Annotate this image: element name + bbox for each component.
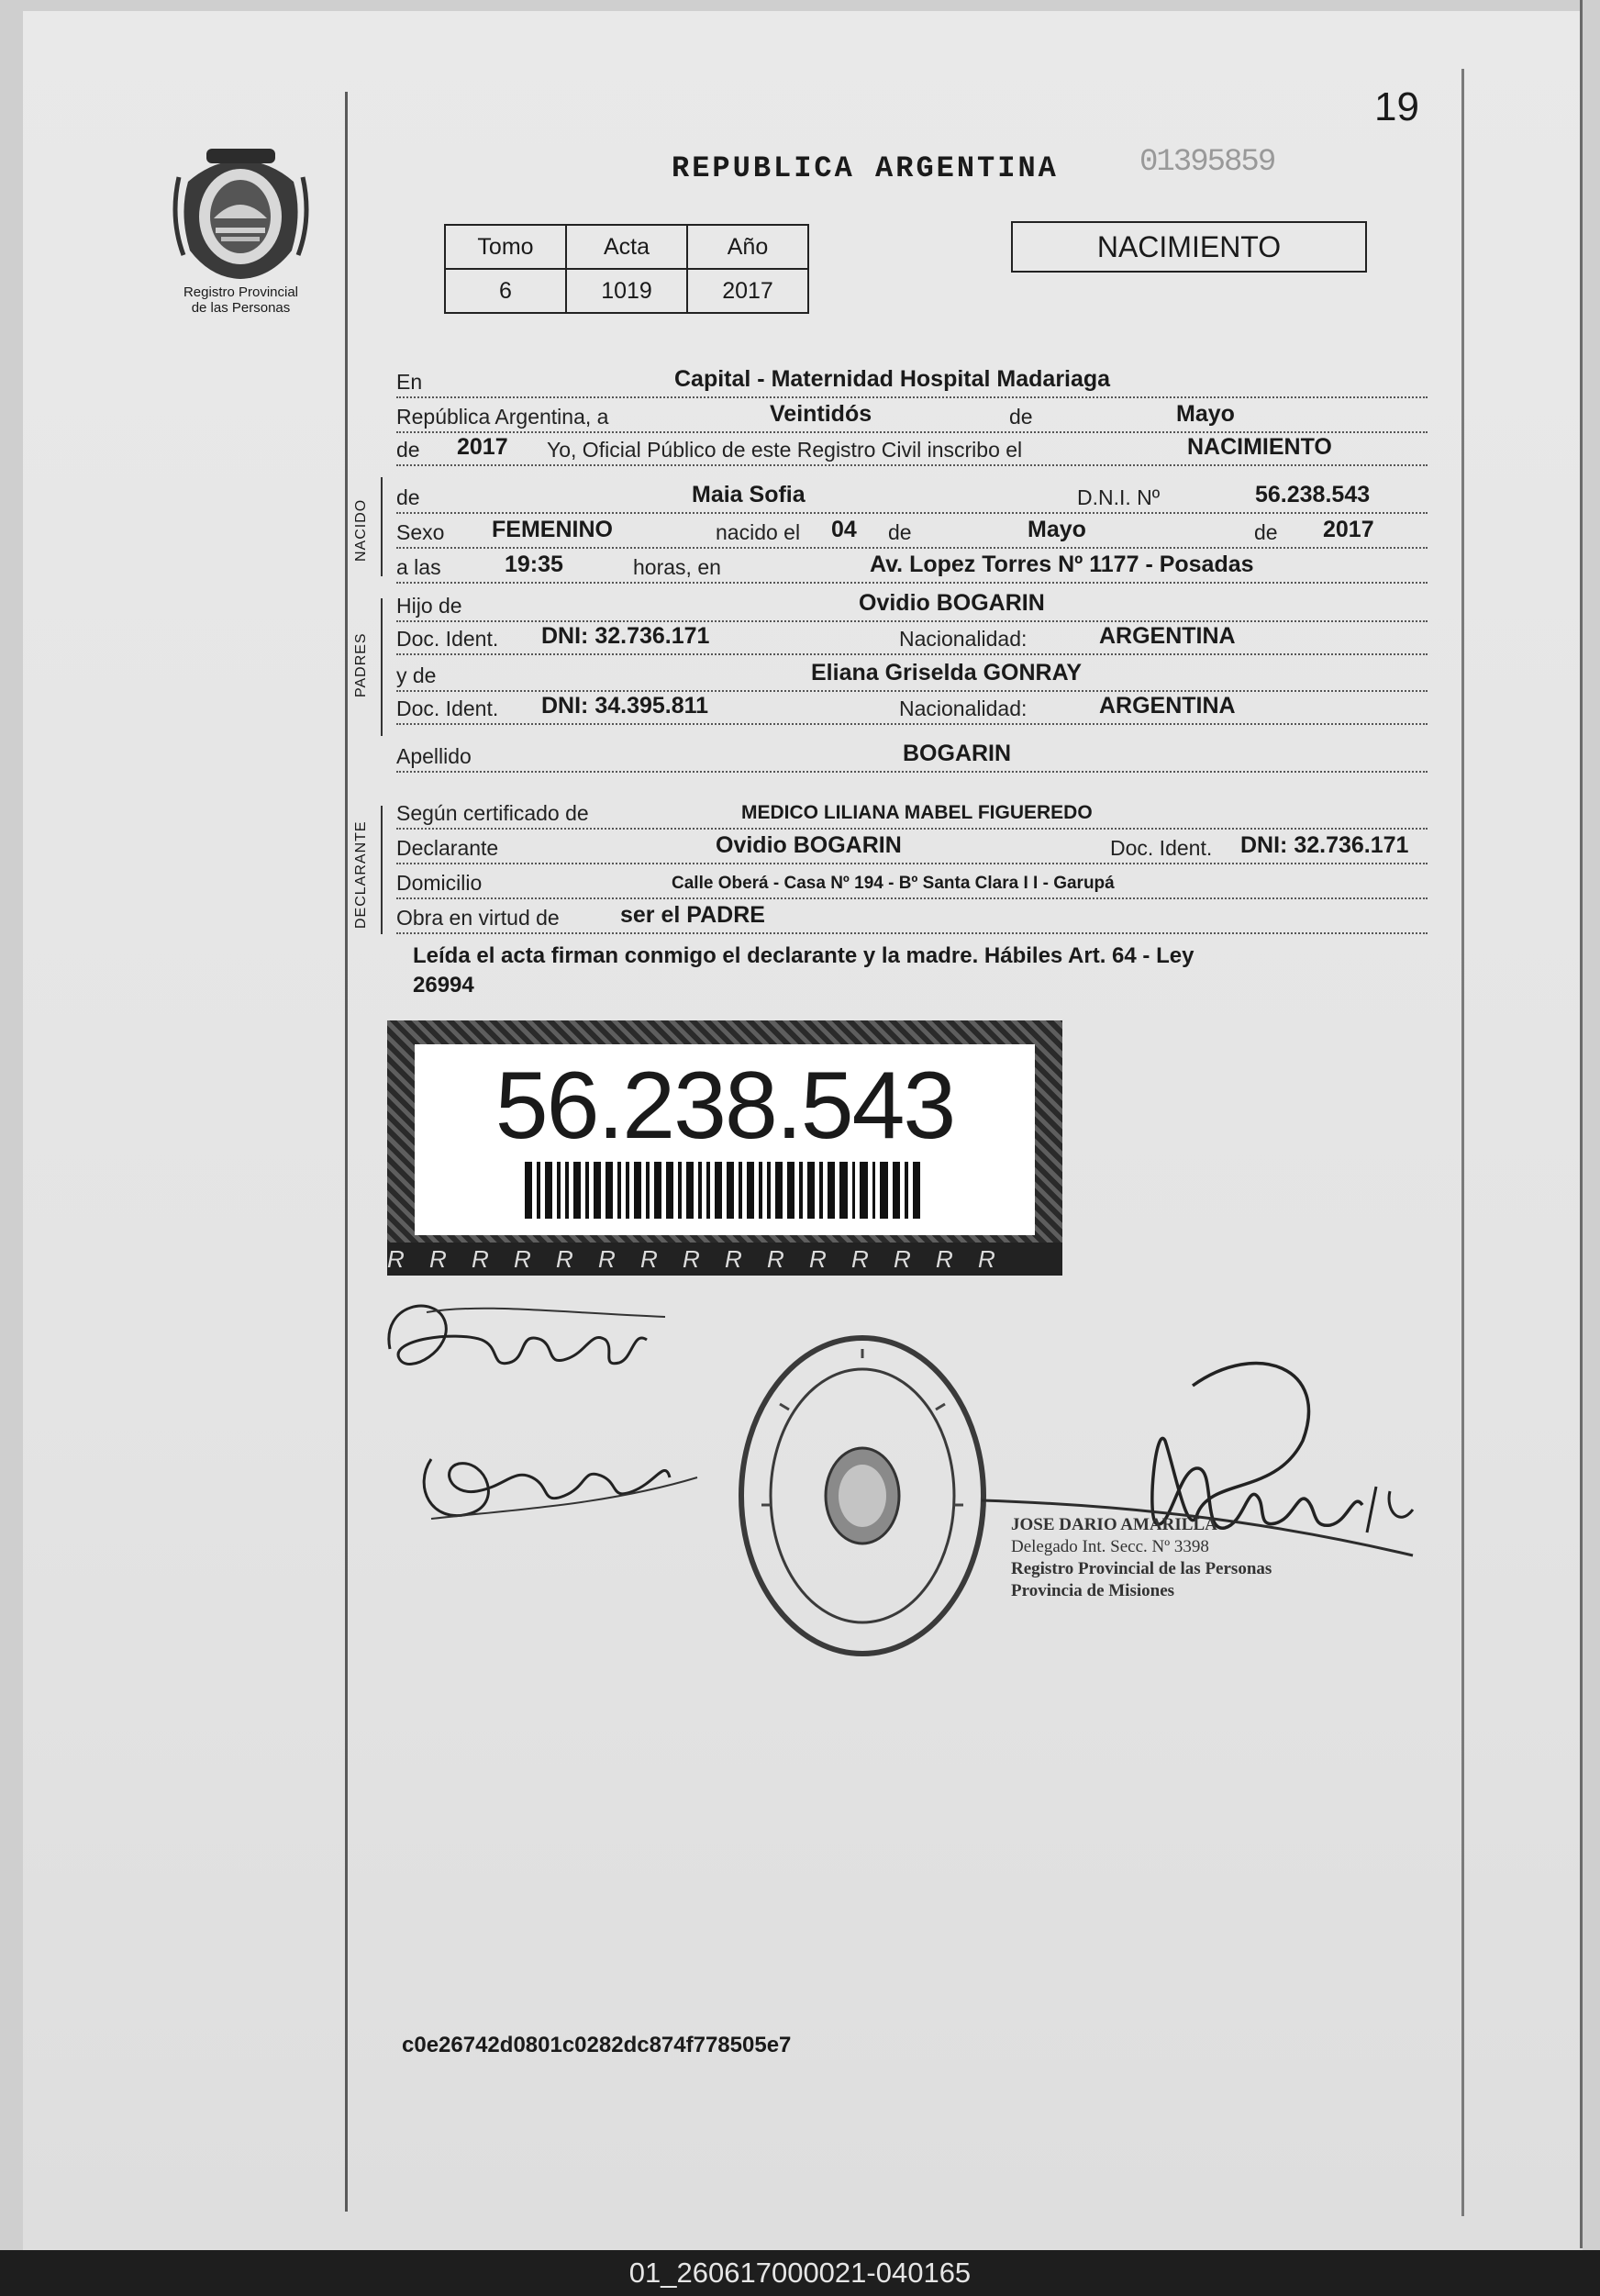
label-apellido: Apellido: [396, 744, 472, 768]
seal-caption-line-2: de las Personas: [191, 300, 291, 316]
line-place: [396, 360, 1428, 398]
value-declarante: Ovidio BOGARIN: [716, 832, 902, 858]
value-tomo: 6: [445, 269, 566, 313]
value-day: Veintidós: [770, 401, 872, 427]
value-month: Mayo: [1176, 401, 1235, 427]
document-title: REPUBLICA ARGENTINA: [672, 151, 1059, 185]
value-birth-address: Av. Lopez Torres Nº 1177 - Posadas: [870, 552, 1254, 577]
security-pattern-row: R R R R R R R R R R R R R R R: [387, 1243, 1062, 1276]
line-apellido: [396, 734, 1428, 773]
label-obra: Obra en virtud de: [396, 906, 560, 930]
label-horas: horas, en: [633, 555, 721, 579]
value-domicilio: Calle Oberá - Casa Nº 194 - Bº Santa Clara I I - Garupá: [672, 874, 1115, 893]
nacido-section-bar: [381, 477, 383, 576]
value-father: Ovidio BOGARIN: [859, 590, 1045, 616]
official-name: JOSE DARIO AMARILLA: [1011, 1515, 1217, 1534]
official-office: Registro Provincial de las Personas: [1011, 1559, 1272, 1578]
header-ano: Año: [687, 225, 808, 269]
label-nacionalidad-2: Nacionalidad:: [899, 697, 1028, 720]
line-certificado: [396, 791, 1428, 830]
barcode-icon: [525, 1162, 925, 1219]
serial-number: 01395859: [1139, 145, 1275, 180]
dni-label-panel: [415, 1044, 1035, 1235]
value-father-nat: ARGENTINA: [1099, 623, 1236, 649]
declarante-section-label: DECLARANTE: [353, 820, 369, 929]
dni-label-number: 56.238.543: [494, 1053, 955, 1159]
dni-security-label: [387, 1020, 1062, 1276]
value-child-dni: 56.238.543: [1255, 482, 1371, 507]
label-a-las: a las: [396, 555, 441, 579]
value-apellido: BOGARIN: [903, 741, 1012, 766]
label-domicilio: Domicilio: [396, 871, 483, 895]
footer-bar: [0, 2250, 1600, 2296]
value-mother: Eliana Griselda GONRAY: [811, 660, 1083, 685]
line-time-place: [396, 545, 1428, 584]
label-sexo: Sexo: [396, 520, 445, 544]
value-child-name: Maia Sofia: [692, 482, 806, 507]
value-mother-nat: ARGENTINA: [1099, 693, 1236, 719]
sheet-edge: [1580, 0, 1583, 2248]
value-mother-doc: DNI: 34.395.811: [541, 693, 709, 719]
legal-note: [413, 942, 1404, 1000]
label-doc-ident-3: Doc. Ident.: [1110, 836, 1213, 860]
value-birth-day: 04: [831, 517, 857, 542]
header-acta: Acta: [566, 225, 687, 269]
label-nacido-el: nacido el: [716, 520, 801, 544]
label-certificado: Según certificado de: [396, 801, 589, 825]
official-province: Provincia de Misiones: [1011, 1581, 1175, 1600]
label-de-4: de: [888, 520, 912, 544]
value-time: 19:35: [505, 552, 563, 577]
value-birth-month: Mayo: [1028, 517, 1086, 542]
label-dni: D.N.I. Nº: [1077, 485, 1161, 509]
reference-table: [444, 224, 809, 314]
mother-signature-icon: [404, 1404, 716, 1542]
line-domicilio: [396, 861, 1428, 899]
label-republica: República Argentina, a: [396, 405, 609, 429]
label-inscribo: Yo, Oficial Público de este Registro Civil inscribo el: [547, 438, 1023, 462]
line-obra: [396, 896, 1428, 934]
father-signature-icon: [372, 1276, 683, 1413]
label-hijo-de: Hijo de: [396, 594, 462, 618]
value-obra: ser el PADRE: [620, 902, 765, 928]
label-en: En: [396, 370, 423, 394]
label-doc-ident: Doc. Ident.: [396, 627, 499, 651]
header-tomo: Tomo: [445, 225, 566, 269]
line-sex-birth: [396, 510, 1428, 549]
legal-note-line-1: Leída el acta firman conmigo el declarante y la madre. Hábiles Art. 64 - Ley: [413, 943, 1194, 968]
official-role: Delegado Int. Secc. Nº 3398: [1011, 1537, 1209, 1556]
line-mother-doc: [396, 686, 1428, 725]
label-nacionalidad: Nacionalidad:: [899, 627, 1028, 651]
padres-section-label: PADRES: [353, 632, 369, 697]
footer-id: 01_260617000021-040165: [628, 2257, 972, 2289]
declarante-section-bar: [381, 806, 383, 934]
document-hash: c0e26742d0801c0282dc874f778505e7: [402, 2033, 792, 2057]
legal-note-line-2: 26994: [413, 973, 474, 998]
value-place: Capital - Maternidad Hospital Madariaga: [674, 366, 1111, 392]
label-y-de: y de: [396, 663, 437, 687]
value-inscribo: NACIMIENTO: [1187, 434, 1332, 460]
label-de-3: de: [396, 485, 420, 509]
nacido-section-label: NACIDO: [353, 498, 369, 562]
label-de-5: de: [1254, 520, 1278, 544]
label-de-2: de: [396, 438, 420, 462]
line-year: [396, 428, 1428, 466]
line-declarante: [396, 826, 1428, 864]
value-acta: 1019: [566, 269, 687, 313]
line-father-doc: [396, 617, 1428, 655]
seal-caption: [147, 284, 335, 316]
registry-stamp-icon: [725, 1321, 1000, 1670]
label-declarante: Declarante: [396, 836, 499, 860]
seal-caption-line-1: Registro Provincial: [183, 284, 299, 300]
value-ano: 2017: [687, 269, 808, 313]
value-year: 2017: [457, 434, 508, 460]
value-certificado: MEDICO LILIANA MABEL FIGUEREDO: [741, 802, 1093, 823]
act-type-box: NACIMIENTO: [1011, 221, 1367, 273]
label-de: de: [1009, 405, 1033, 429]
left-margin-rule: [345, 92, 348, 2212]
page-number: 19: [1374, 84, 1419, 129]
provincial-seal-icon: [170, 145, 312, 283]
right-margin-rule: [1461, 69, 1464, 2216]
padres-section-bar: [381, 598, 383, 736]
value-sexo: FEMENINO: [492, 517, 613, 542]
value-declarante-doc: DNI: 32.736.171: [1240, 832, 1409, 858]
line-name: [396, 475, 1428, 514]
value-father-doc: DNI: 32.736.171: [541, 623, 710, 649]
official-stamp-text: [1011, 1514, 1272, 1602]
value-birth-year: 2017: [1323, 517, 1374, 542]
label-doc-ident-2: Doc. Ident.: [396, 697, 499, 720]
